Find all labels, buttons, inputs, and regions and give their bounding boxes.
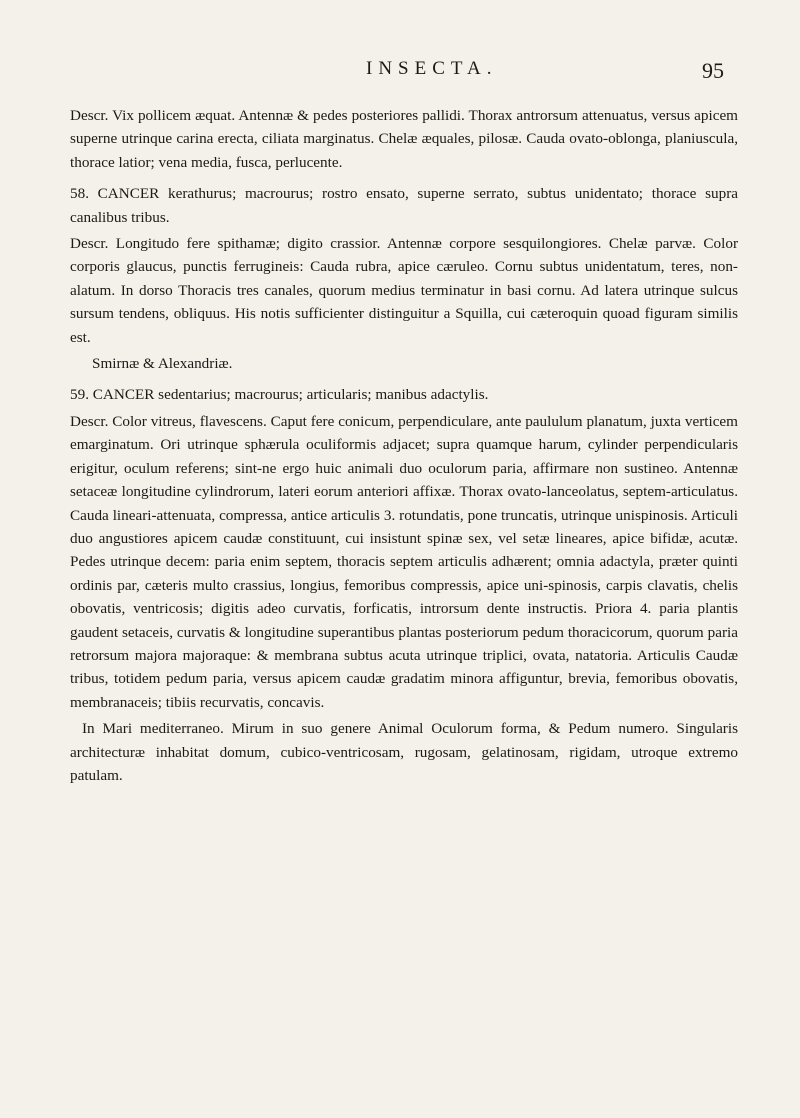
description-paragraph: Descr. Vix pollicem æquat. Antennæ & pedes posteriores pallidi. Thorax antrorsum attenuatus, versus apicem superne utrinque carina erecta, ciliata marginatus. Chelæ æquales, pilosæ. Cauda ovato-oblonga, planiuscula, thorace latior; vena media, fusca, perlucente. bbox=[70, 107, 738, 171]
description-paragraph: Descr. Color vitreus, flavescens. Caput fere conicum, perpendiculare, ante paululum planatum, juxta verticem emarginatum. Ori utrinque sphærula oculiformis adjacet; supra quamque harum, cylinder perpendicularis erigitur, oculum referens; sint-ne ergo huic animali duo oculorum paria, affirmare non sustineo. Antennæ setaceæ longitudine cylindrorum, lateri eorum anteriori affixæ. Thorax ovato-lanceolatus, septem-articulatus. Cauda lineari-attenuata, compressa, antice articulis 3. rotundatis, pone truncatis, utrinque unispinosis. Articuli duo angustiores apicem caudæ constituunt, cui insistunt spinæ sex, vel setæ lineares, apice bifidæ, acutæ. Pedes utrinque decem: paria enim septem, thoracis septem articulis adhærent; omnia adactyla, præter quinti ordinis par, cæteris multo crassius, longius, femoribus compressis, apice uni-spinosis, carpis clavatis, chelis obovatis, ventricosis; digitis adeo curvatis, forficatis, introrsum dente instructis. Priora 4. paria plantis gaudent setaceis, curvatis & longitudine superantibus plantas posteriorum pedum thoracicorum, quorum paria retrorsum majora majoraque: & membrana subtus acuta utrinque triplici, ovata, natatoria. Articulis Caudæ tribus, totidem pedum paria, versus apicem caudæ gradatim minora affiguntur, brevia, femoribus obovatis, membranaceis; tibiis recurvatis, concavis. bbox=[70, 412, 738, 711]
page-header bbox=[0, 58, 800, 88]
text-block bbox=[70, 104, 738, 790]
habitat-line: Smirnæ & Alexandriæ. bbox=[92, 355, 233, 373]
species-heading: 59. CANCER sedentarius; macrourus; articularis; manibus adactylis. bbox=[70, 386, 489, 404]
habitat-paragraph: In Mari mediterraneo. Mirum in suo genere Animal Oculorum forma, & Pedum numero. Singularis architecturæ inhabitat domum, cubico-ventricosam, rugosam, gelatinosam, rigidam, utroque extremo patulam. bbox=[70, 720, 738, 784]
description-paragraph: Descr. Longitudo fere spithamæ; digito crassior. Antennæ corpore sesquilongiores. Chelæ parvæ. Color corporis glaucus, punctis ferrugineis: Cauda rubra, apice cæruleo. Cornu subtus unidentatum, teres, non-alatum. In dorso Thoracis tres canales, quorum medius terminatur in basi cornu. Ad latera utrinque sulcus sursum tendens, obliquus. His notis sufficienter distinguitur a Squilla, cui cæteroquin quoad figuram similis est. bbox=[70, 235, 738, 346]
page-number: 95 bbox=[702, 58, 724, 83]
running-title: INSECTA. bbox=[366, 58, 498, 79]
species-heading: 58. CANCER kerathurus; macrourus; rostro ensato, superne serrato, subtus unidentato; thorace supra canalibus tribus. bbox=[70, 185, 738, 226]
